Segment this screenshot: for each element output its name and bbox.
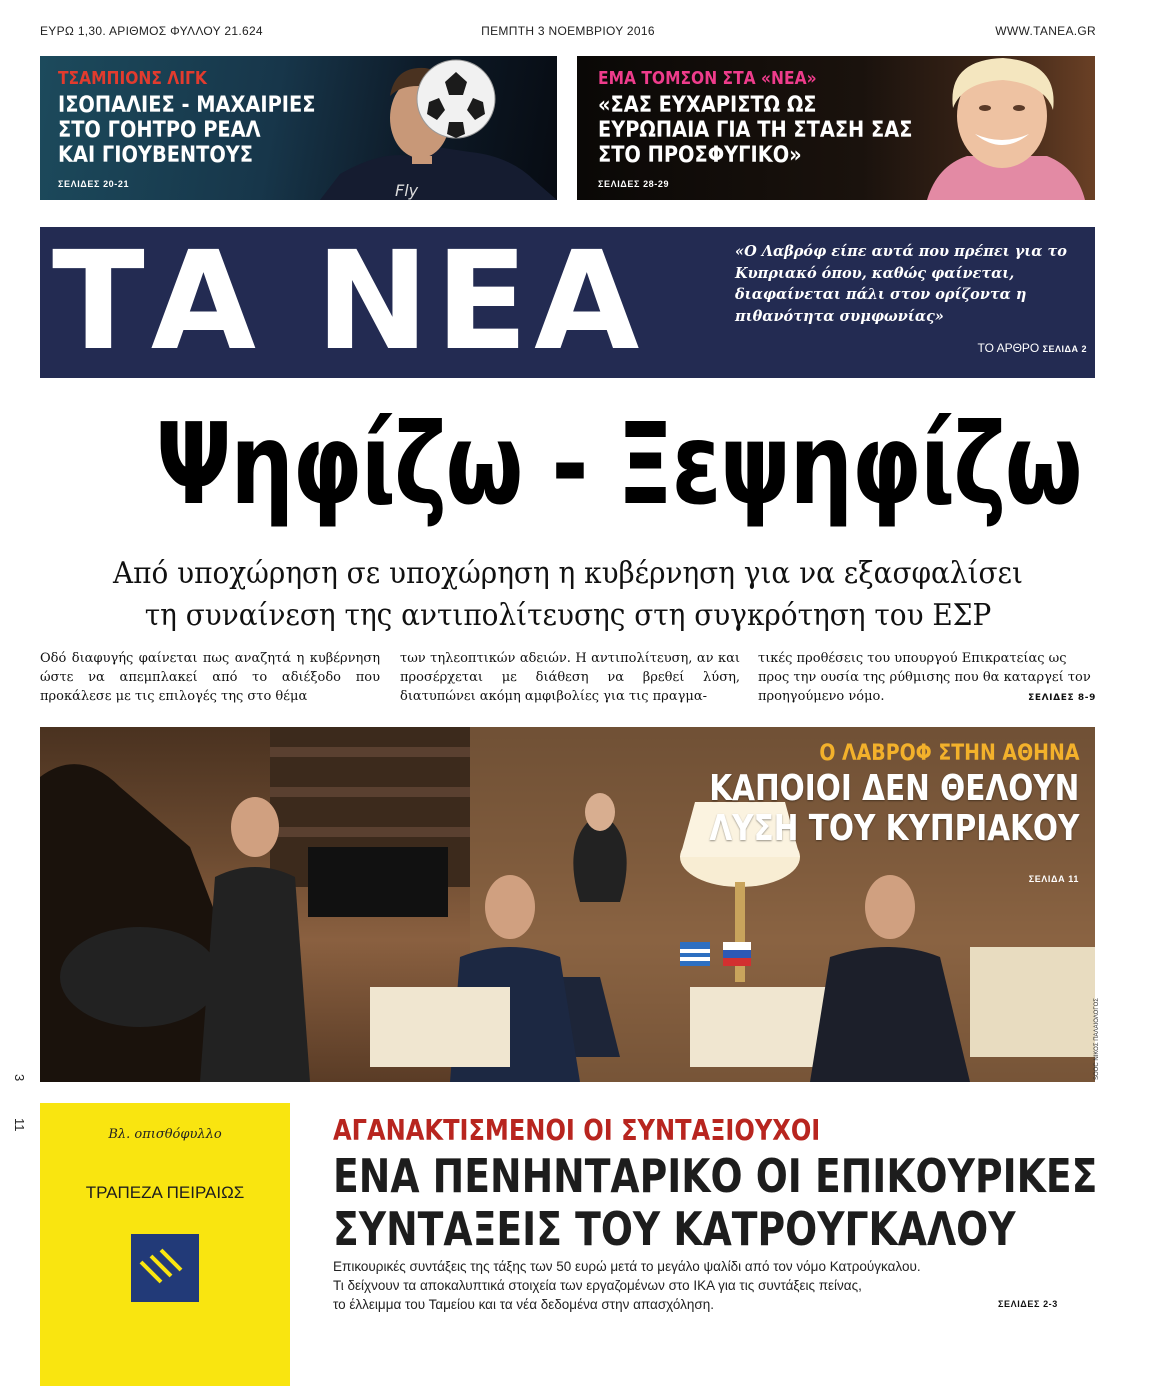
piraeus-bank-ad[interactable] [40, 1103, 290, 1386]
ref-page: ΣΕΛΙΔΑ 2 [1042, 344, 1087, 354]
teaser-pages: ΣΕΛΙΔΕΣ 28-29 [598, 179, 670, 189]
bottom-story-headline[interactable]: ΕΝΑ ΠΕΝΗΝΤΑΡΙΚΟ ΟΙ ΕΠΙΚΟΥΡΙΚΕΣ ΣΥΝΤΑΞΕΙΣ ΤΟΥ ΚΑΤΡΟΥΓΚΑΛΟΥ [333, 1149, 1098, 1256]
lede-pages: ΣΕΛΙΔΕΣ 8-9 [1028, 693, 1096, 703]
teaser-headline: «ΣΑΣ ΕΥΧΑΡΙΣΤΩ ΩΣ ΕΥΡΩΠΑΙΑ ΓΙΑ ΤΗ ΣΤΑΣΗ ΣΑΣ ΣΤΟ ΠΡΟΣΦΥΓΙΚΟ» [598, 93, 913, 168]
photo-kicker: Ο ΛΑΒΡΟΦ ΣΤΗΝ ΑΘΗΝΑ [818, 741, 1079, 766]
bottom-story-body: Επικουρικές συντάξεις της τάξης των 50 ευρώ μετά το μεγάλο ψαλίδι από τον νόμο Κατρούγκαλου. Τι δείχνουν τα αποκαλυπτικά στοιχεία των εργαζομένων στο ΙΚΑ για τις συντάξεις πείνας, το έλλειμμα του Ταμείου και τα νέα δεδομένα στην απασχόληση. [333, 1259, 921, 1312]
teaser-champions-league[interactable] [40, 56, 557, 200]
teaser-pages: ΣΕΛΙΔΕΣ 20-21 [58, 179, 130, 189]
teaser-kicker: ΤΣΑΜΠΙΟΝΣ ΛΙΓΚ [58, 68, 207, 89]
newspaper-logo[interactable]: ΤΑ ΝΕΑ [52, 223, 646, 381]
margin-marks: 3 11 [12, 1074, 27, 1132]
masthead-ref[interactable] [977, 341, 1087, 355]
lede-column: τικές προθέσεις του υπουργού Επικρατείας ως προς την ουσία της ρύθμισης που θα καταργεί τον προηγούμενο νόμο. [758, 651, 1091, 704]
lede-column: των τηλεοπτικών αδειών. Η αντιπολίτευση, αν και προσέρχεται με διάθεση να βρεθεί λύση, διατυπώνει ακόμη αμφιβολίες για τις πραγμα- [400, 651, 740, 704]
photo-lavrov-meeting[interactable] [40, 727, 1095, 1082]
photo-headline: ΚΑΠΟΙΟΙ ΔΕΝ ΘΕΛΟΥΝ ΛΥΣΗ ΤΟΥ ΚΥΠΡΙΑΚΟΥ [708, 768, 1079, 849]
teaser-headline: ΙΣΟΠΑΛΙΕΣ - ΜΑΧΑΙΡΙΕΣ ΣΤΟ ΓΟΗΤΡΟ ΡΕΑΛ ΚΑΙ ΓΙΟΥΒΕΝΤΟΥΣ [58, 93, 316, 168]
masthead [40, 223, 1095, 381]
main-lede [40, 649, 1096, 709]
piraeus-logo-icon [131, 1234, 199, 1302]
lede-column: Οδό διαφυγής φαίνεται πως αναζητά η κυβέρνηση ώστε να απεμπλακεί από το αδιέξοδο που προκάλεσε με τις επιλογές της στο θέμα [40, 651, 380, 704]
photo-credit: SOOC ΝΙΚΟΣ ΠΑΛΑΙΟΛΟΓΟΣ [1094, 998, 1100, 1080]
svg-text:Fly: Fly [395, 181, 419, 200]
ad-bank-name: ΤΡΑΠΕΖΑ ΠΕΙΡΑΙΩΣ [85, 1183, 245, 1202]
ref-label: ΤΟ ΑΡΘΡΟ [977, 341, 1040, 355]
ad-note: Βλ. οπισθόφυλλο [108, 1127, 222, 1142]
website-link[interactable]: WWW.TANEA.GR [995, 24, 1096, 38]
bottom-story-kicker: ΑΓΑΝΑΚΤΙΣΜΕΝΟΙ ΟΙ ΣΥΝΤΑΞΙΟΥΧΟΙ [333, 1114, 821, 1147]
main-subhead: Από υποχώρηση σε υποχώρηση η κυβέρνηση για να εξασφαλίσει τη συναίνεση της αντιπολίτευσης στη συγκρότηση του ΕΣΡ [113, 556, 1023, 633]
top-bar [40, 24, 1096, 40]
football-icon [415, 58, 497, 140]
teaser-kicker: ΕΜΑ ΤΟΜΣΟΝ ΣΤΑ «ΝΕΑ» [598, 68, 817, 89]
bottom-story-pages: ΣΕΛΙΔΕΣ 2-3 [998, 1299, 1058, 1309]
main-headline[interactable]: Ψηφίζω - Ξεψηφίζω [155, 400, 1081, 530]
issue-date: ΠΕΜΠΤΗ 3 ΝΟΕΜΒΡΙΟΥ 2016 [481, 24, 655, 38]
masthead-quote: «Ο Λαβρόφ είπε αυτά που πρέπει για το Κυπριακό όπου, καθώς φαίνεται, διαφαίνεται πάλι στον ορίζοντα η πιθανότητα συμφωνίας» [735, 243, 1067, 325]
price-issue: ΕΥΡΩ 1,30. ΑΡΙΘΜΟΣ ΦΥΛΛΟΥ 21.624 [40, 24, 263, 38]
teaser-emma-thompson[interactable] [577, 56, 1095, 200]
photo-pages: ΣΕΛΙΔΑ 11 [1028, 874, 1079, 884]
portrait-image [917, 56, 1095, 200]
